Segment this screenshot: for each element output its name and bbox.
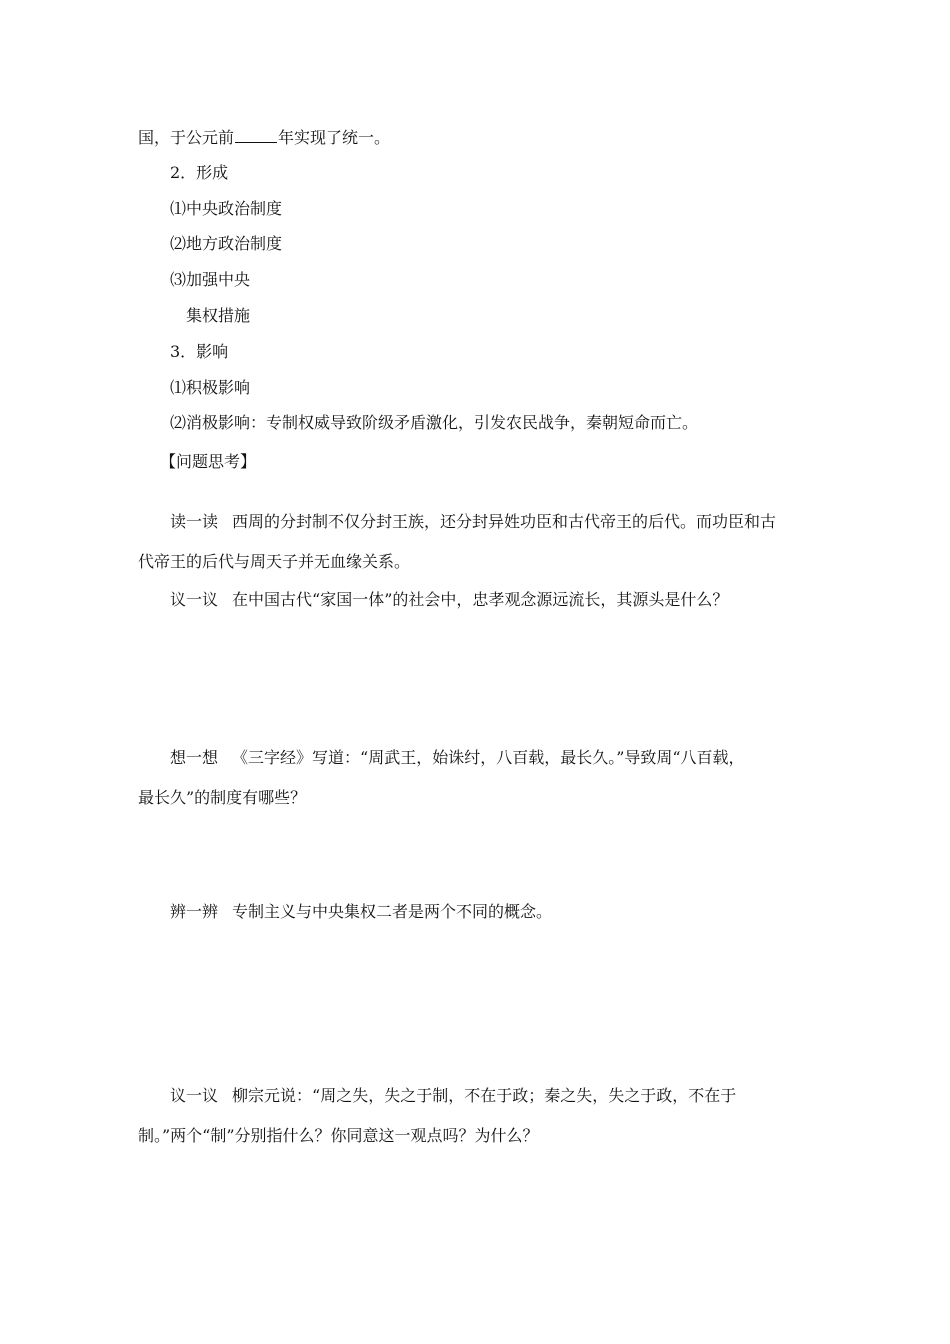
item-strengthen-central: ⑶加强中央 — [170, 270, 251, 289]
question-discuss-1 — [170, 589, 728, 611]
item-local-politics: ⑵地方政治制度 — [170, 234, 283, 253]
question-distinguish-text: 专制主义与中央集权二者是两个不同的概念。 — [232, 902, 553, 921]
question-read — [170, 511, 776, 533]
unification-prefix: 国，于公元前 — [138, 128, 235, 147]
question-read-text-1: 西周的分封制不仅分封王族，还分封异姓功臣和古代帝王的后代。而功臣和古 — [232, 512, 777, 531]
item-strengthen-measures: 集权措施 — [186, 306, 251, 325]
unification-suffix: 年实现了统一。 — [278, 128, 391, 147]
question-think-label: 想一想 — [170, 748, 219, 767]
question-distinguish — [170, 901, 552, 923]
item-positive-influence: ⑴积极影响 — [170, 378, 251, 397]
question-discuss-2-label: 议一议 — [170, 1086, 219, 1105]
heading-influence: 3．影响 — [170, 342, 229, 361]
question-discuss-1-label: 议一议 — [170, 590, 219, 609]
question-think — [170, 747, 745, 769]
item-central-politics: ⑴中央政治制度 — [170, 199, 283, 218]
question-discuss-1-text: 在中国古代“家国一体”的社会中，忠孝观念源远流长，其源头是什么？ — [232, 590, 729, 609]
unification-line — [138, 127, 390, 149]
question-discuss-2 — [170, 1085, 736, 1107]
question-discuss-2-text-2: 制。”两个“制”分别指什么？你同意这一观点吗？为什么？ — [138, 1126, 539, 1145]
heading-formation: 2．形成 — [170, 163, 229, 182]
item-negative-influence: ⑵消极影响：专制权威导致阶级矛盾激化，引发农民战争，秦朝短命而亡。 — [170, 413, 699, 432]
fill-blank-year[interactable] — [235, 128, 277, 143]
question-distinguish-label: 辨一辨 — [170, 902, 219, 921]
question-think-text-2: 最长久”的制度有哪些？ — [138, 788, 307, 807]
question-read-text-2: 代帝王的后代与周天子并无血缘关系。 — [138, 552, 411, 571]
questions-heading: 【问题思考】 — [160, 452, 257, 471]
question-read-label: 读一读 — [170, 512, 219, 531]
question-discuss-2-text-1: 柳宗元说：“周之失，失之于制，不在于政；秦之失，失之于政，不在于 — [232, 1086, 737, 1105]
question-think-text-1: 《三字经》写道：“周武王，始诛纣，八百载，最长久。”导致周“八百载， — [232, 748, 745, 767]
